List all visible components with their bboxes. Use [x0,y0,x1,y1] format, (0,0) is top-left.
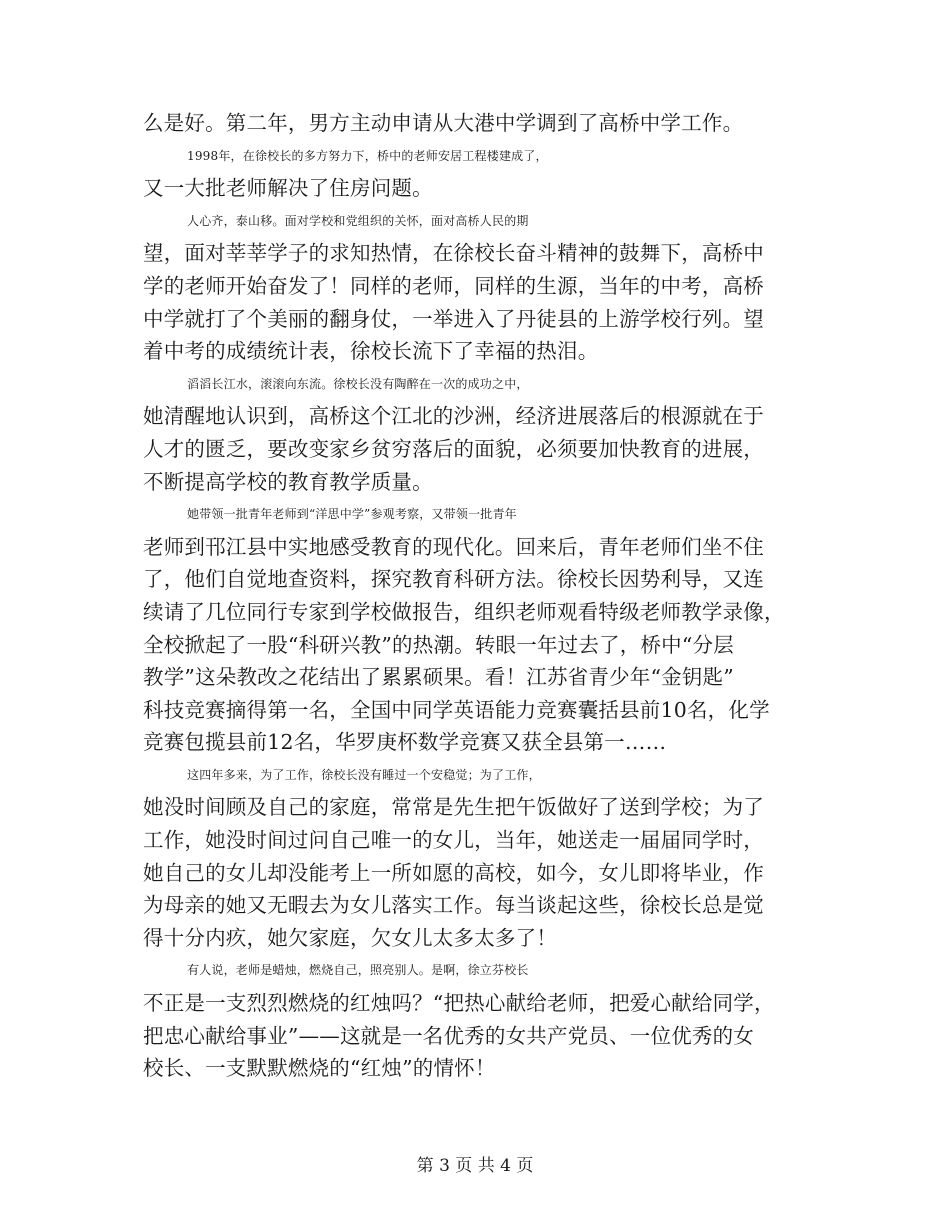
text-line: 续请了几位同行专家到学校做报告，组织老师观看特级老师教学录像， [143,599,785,624]
text-line: 科技竞赛摘得第一名，全国中同学英语能力竞赛囊括县前10名，化学 [143,697,770,722]
text-line: 1998年，在徐校长的多方努力下，桥中的老师安居工程楼建成了， [187,148,548,163]
text-line: 为母亲的她又无暇去为女儿落实工作。每当谈起这些，徐校长总是觉 [143,893,764,918]
page-footer: 第 3 页 共 4 页 [416,1156,534,1176]
text-line: 滔滔长江水，滚滚向东流。徐校长没有陶醉在一次的成功之中， [187,376,529,391]
text-line: 校长、一支默默燃烧的“红烛”的情怀！ [143,1056,496,1081]
text-line: 望，面对莘莘学子的求知热情，在徐校长奋斗精神的鼓舞下，高桥中 [143,241,764,266]
text-line: 教学”这朵教改之花结出了累累硕果。看！江苏省青少年“金钥匙” [143,665,734,690]
text-line: 这四年多来，为了工作，徐校长没有睡过一个安稳觉；为了工作， [187,767,541,782]
text-line: 了，他们自觉地查资料，探究教育科研方法。徐校长因势利导，又连 [143,567,764,592]
text-line: 中学就打了个美丽的翻身仗，一举进入了丹徒县的上游学校行列。望 [143,306,764,331]
text-line: 全校掀起了一股“科研兴教”的热潮。转眼一年过去了，桥中“分层 [143,632,734,657]
text-line: 把忠心献给事业”——这就是一名优秀的女共产党员、一位优秀的女 [143,1023,754,1048]
text-line: 学的老师开始奋发了！同样的老师，同样的生源，当年的中考，高桥 [143,273,764,298]
text-line: 人才的匮乏，要改变家乡贫穷落后的面貌，必须要加快教育的进展， [143,436,764,461]
text-line: 竞赛包揽县前12名，华罗庚杯数学竞赛又获全县第一…… [143,730,667,755]
text-line: 她带领一批青年老师到“洋思中学”参观考察，又带领一批青年 [187,507,517,522]
text-line: 得十分内疚，她欠家庭，欠女儿太多太多了！ [143,925,557,950]
body-text [143,107,813,1085]
text-line: 老师到邗江县中实地感受教育的现代化。回来后，青年老师们坐不住 [143,534,764,559]
text-line: 又一大批老师解决了住房问题。 [143,176,433,201]
text-line: 她自己的女儿却没能考上一所如愿的高校，如今，女儿即将毕业，作 [143,860,764,885]
text-line: 么是好。第二年，男方主动申请从大港中学调到了高桥中学工作。 [143,111,744,135]
text-line: 工作，她没时间过问自己唯一的女儿，当年，她送走一届届同学时， [143,828,764,853]
text-line: 不断提高学校的教育教学质量。 [143,469,433,494]
text-line: 她没时间顾及自己的家庭，常常是先生把午饭做好了送到学校；为了 [143,795,764,820]
text-line: 人心齐，泰山移。面对学校和党组织的关怀，面对高桥人民的期 [187,213,529,228]
text-line: 她清醒地认识到，高桥这个江北的沙洲，经济进展落后的根源就在于 [143,404,764,429]
text-line: 着中考的成绩统计表，徐校长流下了幸福的热泪。 [143,339,599,364]
text-line: 有人说，老师是蜡烛，燃烧自己，照亮别人。是啊，徐立芬校长 [187,963,529,978]
text-line: 不正是一支烈烈燃烧的红烛吗？“把热心献给老师，把爱心献给同学， [143,991,775,1016]
